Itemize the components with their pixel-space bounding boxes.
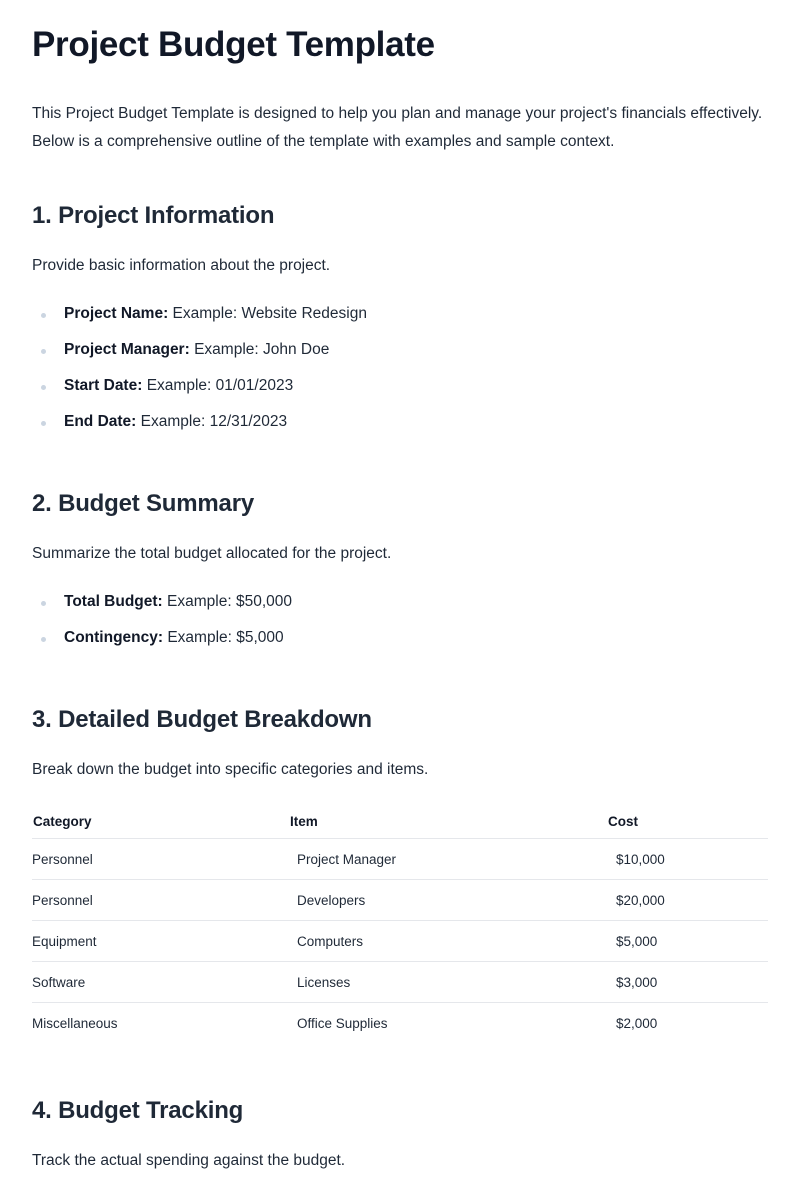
item-value: Example: $50,000: [167, 593, 292, 610]
cell-item: Computers: [290, 921, 608, 962]
table-row: [32, 921, 768, 962]
section-project-information: [32, 200, 768, 446]
item-value: Example: John Doe: [194, 341, 330, 358]
section-description: Provide basic information about the project.: [32, 257, 331, 274]
item-label: Project Name:: [64, 305, 169, 322]
section-description: Break down the budget into specific categories and items.: [32, 761, 429, 778]
section-heading: 4. Budget Tracking: [32, 1097, 244, 1124]
item-value: Example: 01/01/2023: [146, 377, 294, 394]
page-title: Project Budget Template: [32, 25, 435, 64]
item-value: Example: 12/31/2023: [140, 413, 288, 430]
table-row: [32, 839, 768, 880]
item-label: End Date:: [64, 413, 137, 430]
list-item: [32, 374, 768, 410]
item-label: Total Budget:: [64, 593, 163, 610]
section-detailed-budget-breakdown: [32, 704, 768, 1043]
section-budget-summary: [32, 488, 768, 662]
table-row: [32, 1003, 768, 1044]
section-budget-tracking: [32, 1095, 768, 1173]
cell-cost: $5,000: [608, 921, 768, 962]
list-item: [32, 302, 768, 338]
project-info-list: [32, 302, 768, 446]
bullet-icon: [41, 637, 46, 642]
budget-summary-list: [32, 590, 768, 662]
list-item: [32, 590, 768, 626]
section-heading: 3. Detailed Budget Breakdown: [32, 706, 372, 733]
item-label: Contingency:: [64, 629, 164, 646]
table-row: [32, 880, 768, 921]
intro-paragraph: This Project Budget Template is designed to help you plan and manage your project's financials effectively. Below is a comprehensive outline of the template with examples and sample context.: [32, 105, 763, 150]
item-label: Project Manager:: [64, 341, 190, 358]
section-heading: 1. Project Information: [32, 202, 275, 229]
list-item: [32, 410, 768, 446]
item-value: Example: $5,000: [167, 629, 284, 646]
cell-category: Equipment: [32, 921, 290, 962]
cell-cost: $3,000: [608, 962, 768, 1003]
section-description: Summarize the total budget allocated for the project.: [32, 545, 392, 562]
item-value: Example: Website Redesign: [172, 305, 367, 322]
bullet-icon: [41, 421, 46, 426]
cell-cost: $20,000: [608, 880, 768, 921]
cell-item: Developers: [290, 880, 608, 921]
cell-category: Personnel: [32, 839, 290, 880]
section-heading: 2. Budget Summary: [32, 490, 254, 517]
column-header-item: Item: [290, 804, 608, 839]
item-label: Start Date:: [64, 377, 143, 394]
cell-cost: $2,000: [616, 1015, 658, 1031]
cell-item: Office Supplies: [297, 1015, 388, 1031]
column-header-cost: Cost: [608, 804, 768, 839]
list-item: [32, 338, 768, 374]
cell-category: Miscellaneous: [32, 1015, 118, 1031]
cell-cost: $10,000: [608, 839, 768, 880]
budget-table: [32, 804, 768, 1043]
section-description: Track the actual spending against the budget.: [32, 1152, 346, 1169]
cell-category: Personnel: [32, 880, 290, 921]
list-item: [32, 626, 768, 662]
cell-item: Project Manager: [290, 839, 608, 880]
bullet-icon: [41, 385, 46, 390]
cell-category: Software: [32, 962, 290, 1003]
bullet-icon: [41, 349, 46, 354]
column-header-category: Category: [32, 804, 290, 839]
bullet-icon: [41, 313, 46, 318]
table-header-row: [32, 804, 768, 839]
table-row: [32, 962, 768, 1003]
bullet-icon: [41, 601, 46, 606]
cell-item: Licenses: [290, 962, 608, 1003]
